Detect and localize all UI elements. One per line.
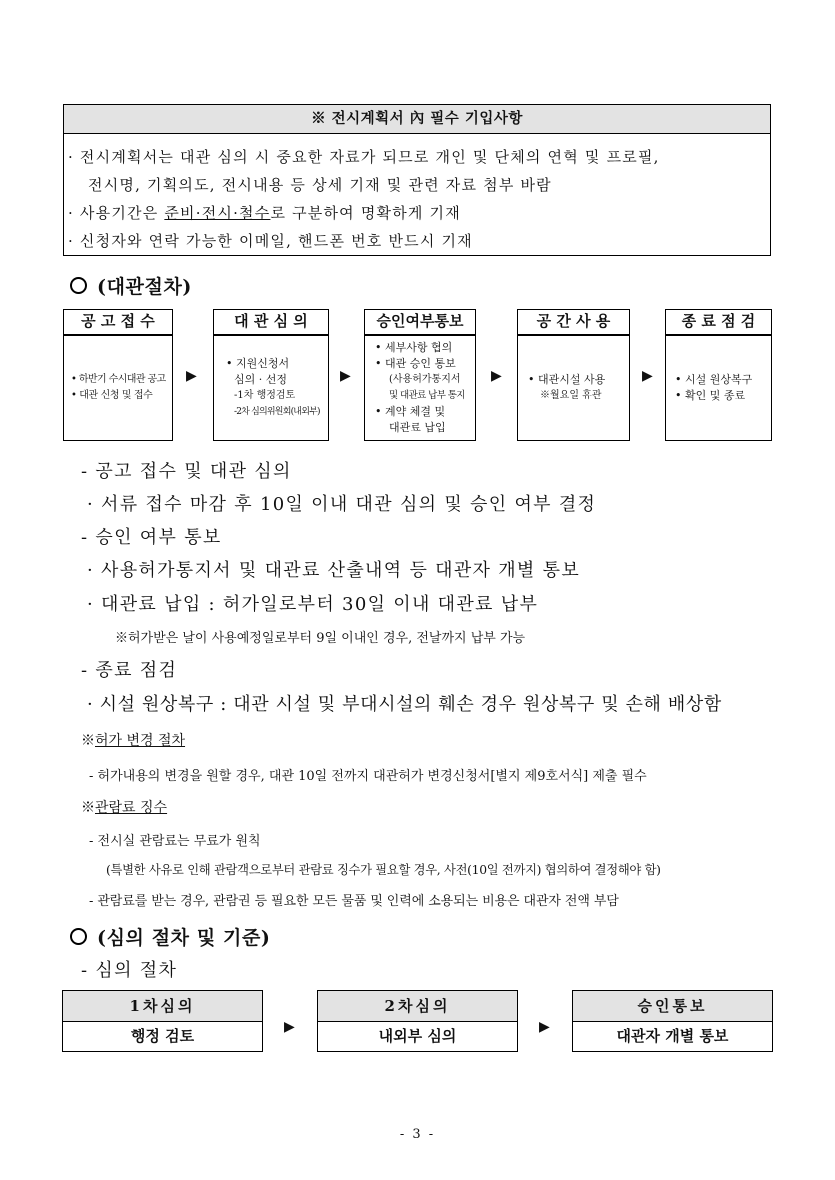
detail-note: (특별한 사유로 인해 관람객으로부터 관람료 징수가 필요할 경우, 사전(10일 전까지) 협의하여 결정해야 함) (106, 863, 661, 877)
flow-step-item: 및 대관료 납부 통지 (389, 390, 465, 401)
flow-step-title: 승인여부통보 (364, 309, 476, 335)
flow-step-body (665, 335, 772, 441)
notice-line: · 사용기간은 준비·전시·철수로 구분하여 명확하게 기재 (68, 204, 461, 222)
notice-line: · 신청자와 연락 가능한 이메일, 핸드폰 번호 반드시 기재 (68, 232, 473, 250)
detail-subheading: ※관람료 징수 (81, 800, 168, 816)
review-step (62, 990, 263, 1052)
flow-arrow-icon: ▶ (491, 368, 502, 384)
detail-item: · 사용허가통지서 및 대관료 산출내역 등 대관자 개별 통보 (87, 560, 581, 581)
detail-note: - 전시실 관람료는 무료가 원칙 (89, 834, 261, 849)
flow-step-item: • 세부사항 협의 (375, 341, 453, 354)
notice-body (64, 134, 770, 255)
detail-note: - 허가내용의 변경을 원할 경우, 대관 10일 전까지 대관허가 변경신청서[별지 제9호서식] 제출 필수 (89, 769, 647, 784)
review-step (317, 990, 518, 1052)
detail-item: · 시설 원상복구 : 대관 시설 및 부대시설의 훼손 경우 원상복구 및 손해 배상함 (87, 694, 722, 715)
detail-subheading: ※허가 변경 절차 (81, 733, 186, 749)
flow-step-item: • 시설 원상복구 (675, 373, 753, 386)
underlined-term: 준비·전시·철수 (164, 204, 271, 222)
flow-step-body (517, 335, 630, 441)
flow-step-body (63, 335, 173, 441)
circle-bullet-icon (70, 277, 87, 294)
detail-heading: - 공고 접수 및 대관 심의 (81, 461, 292, 482)
review-step-title: 1차심의 (62, 990, 263, 1022)
flow-step-item: 심의 · 선정 (234, 373, 287, 386)
review-arrow-icon: ▶ (284, 1019, 295, 1035)
review-step-body: 내외부 심의 (317, 1022, 518, 1052)
flow-step-item: • 계약 체결 및 (375, 405, 446, 418)
flow-step-item: • 지원신청서 (226, 357, 290, 370)
review-step-title: 2차심의 (317, 990, 518, 1022)
flow-step-title: 종 료 점 검 (665, 309, 772, 335)
review-step-title: 승인통보 (572, 990, 773, 1022)
flow-step-item: • 대관 신청 및 접수 (71, 390, 153, 401)
detail-heading: - 승인 여부 통보 (81, 527, 222, 548)
detail-item: · 서류 접수 마감 후 10일 이내 대관 심의 및 승인 여부 결정 (87, 494, 597, 515)
flow-step-item: (사용허가통지서 (389, 374, 461, 385)
detail-heading: - 심의 절차 (81, 960, 178, 981)
flow-step-item: • 확인 및 종료 (675, 389, 746, 402)
detail-note: ※허가받은 날이 사용예정일로부터 9일 이내인 경우, 전날까지 납부 가능 (115, 631, 526, 646)
review-step-body: 행정 검토 (62, 1022, 263, 1052)
flow-step-item: • 하반기 수시대관 공고 (71, 374, 166, 385)
review-arrow-icon: ▶ (539, 1019, 550, 1035)
circle-bullet-icon (70, 928, 87, 945)
flow-step-body (213, 335, 329, 441)
section-heading-review-procedure: (심의 절차 및 기준) (70, 923, 271, 950)
flow-step-item: -1차 행정검토 (234, 390, 296, 401)
flow-step-item: -2차 심의위원회(내외부) (234, 407, 320, 417)
flow-step-body (364, 335, 476, 441)
detail-heading: - 종료 점검 (81, 660, 178, 681)
notice-line: 전시명, 기획의도, 전시내용 등 상세 기재 및 관련 자료 첨부 바람 (88, 176, 552, 194)
review-step (572, 990, 773, 1052)
flow-step-item: • 대관시설 사용 (528, 373, 606, 386)
detail-note: - 관람료를 받는 경우, 관람권 등 필요한 모든 물품 및 인력에 소용되는 비용은 대관자 전액 부담 (89, 894, 619, 909)
flow-arrow-icon: ▶ (186, 368, 197, 384)
detail-item: · 대관료 납입 : 허가일로부터 30일 이내 대관료 납부 (87, 594, 539, 615)
flow-step-title: 공 간 사 용 (517, 309, 630, 335)
page-number: - 3 - (399, 1127, 436, 1142)
flow-step-title: 공 고 접 수 (63, 309, 173, 335)
flow-step-item: ※월요일 휴관 (540, 390, 602, 401)
review-step-body: 대관자 개별 통보 (572, 1022, 773, 1052)
notice-box (63, 104, 771, 256)
section-heading-rental-procedure: (대관절차) (70, 272, 192, 299)
flow-step-item: 대관료 납입 (389, 421, 446, 434)
flow-arrow-icon: ▶ (340, 368, 351, 384)
flow-step-title: 대 관 심 의 (213, 309, 329, 335)
flow-step-item: • 대관 승인 통보 (375, 357, 456, 370)
notice-title: ※ 전시계획서 內 필수 기입사항 (64, 105, 770, 134)
flow-arrow-icon: ▶ (642, 368, 653, 384)
notice-line: · 전시계획서는 대관 심의 시 중요한 자료가 되므로 개인 및 단체의 연혁 및 프로필, (68, 148, 660, 166)
